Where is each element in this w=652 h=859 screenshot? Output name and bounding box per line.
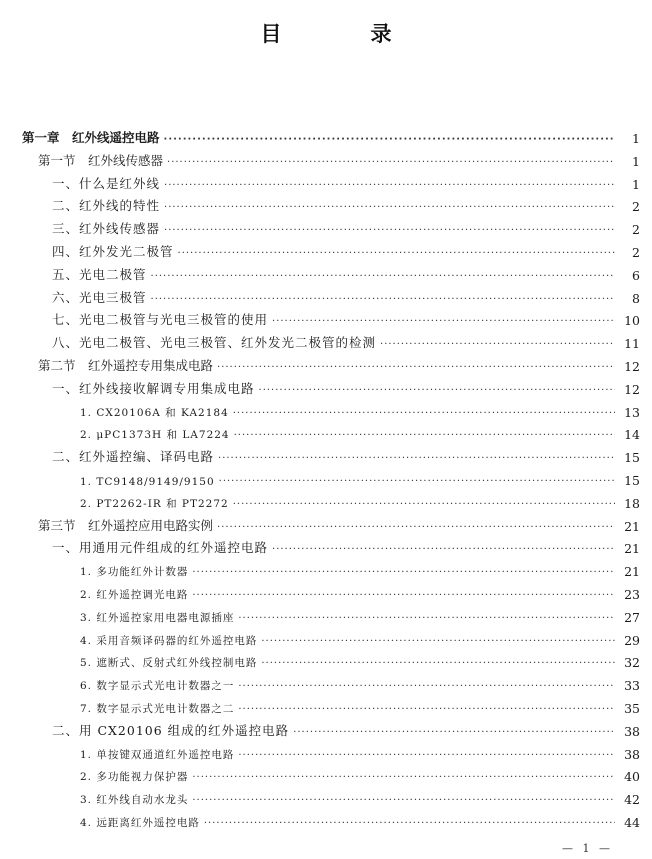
dot-leader: [238, 704, 615, 716]
toc-entry-page: 21: [624, 518, 640, 534]
toc-entry-page: 21: [624, 564, 640, 580]
toc-entry-topic: [52, 716, 640, 739]
toc-entry-page: 1: [632, 131, 640, 146]
dot-leader: [238, 750, 615, 762]
toc-entry-title: 二、红外遥控编、译码电路: [52, 449, 215, 465]
toc-entry-page: 13: [624, 404, 640, 420]
dot-leader: [233, 499, 615, 511]
toc-entry-title: 1. 多功能红外计数器: [80, 566, 189, 579]
toc-entry-title: 3. 红外遥控家用电器电源插座: [80, 611, 235, 624]
toc-entry-topic: [52, 260, 640, 283]
toc-entry-title: 六、光电三极管: [52, 289, 147, 305]
toc-entry-page: 2: [632, 245, 640, 260]
toc-entry-title: 一、用通用元件组成的红外遥控电路: [52, 540, 269, 556]
toc-entry-title: 2. 多功能视力保护器: [80, 771, 189, 784]
toc-entry-page: 38: [624, 746, 640, 762]
toc-entry-section: [38, 511, 640, 534]
toc-entry-page: 8: [632, 290, 640, 306]
toc-entry-item: [80, 670, 640, 693]
toc-entry-page: 33: [624, 678, 640, 694]
dot-leader: [219, 476, 615, 488]
toc-entry-title: 第二节 红外遥控专用集成电路: [38, 358, 214, 373]
dot-leader: [192, 590, 615, 602]
toc-entry-item: [80, 784, 640, 807]
toc-entry-item: [80, 397, 640, 420]
toc-entry-title: 1. CX20106A 和 KA2184: [80, 406, 229, 419]
toc-entry-item: [80, 625, 640, 648]
dot-leader: [259, 385, 615, 397]
toc-entry-title: 1. 单按键双通道红外遥控电路: [80, 748, 235, 761]
dot-leader: [164, 225, 615, 237]
toc-entry-page: 2: [632, 199, 640, 215]
toc-entry-title: 五、光电二极管: [52, 266, 147, 282]
toc-entry-title: 四、红外发光二极管: [52, 244, 174, 259]
dot-leader: [261, 636, 615, 648]
dot-leader: [272, 316, 615, 328]
toc-entry-page: 23: [624, 587, 640, 602]
toc-entry-page: 11: [624, 336, 640, 352]
toc-entry-topic: [52, 191, 640, 214]
dot-leader: [272, 544, 615, 556]
toc-entry-topic: [52, 442, 640, 465]
toc-entry-page: 12: [624, 359, 640, 374]
toc-entry-section: [38, 146, 640, 169]
toc-entry-title: 2. 红外遥控调光电路: [80, 589, 189, 601]
dot-leader: [167, 157, 615, 169]
dot-leader: [164, 202, 615, 214]
dot-leader: [164, 180, 615, 192]
dot-leader: [238, 613, 615, 625]
dot-leader: [192, 795, 615, 807]
toc-entry-topic: [52, 214, 640, 237]
toc-entry-page: 15: [624, 450, 640, 466]
toc-entry-title: 一、红外线接收解调专用集成电路: [52, 380, 255, 396]
toc-entry-page: 1: [632, 153, 640, 169]
dot-leader: [192, 567, 615, 579]
toc-entry-page: 6: [632, 267, 640, 283]
toc-entry-topic: [52, 283, 640, 306]
toc-entry-item: [80, 419, 640, 442]
toc-entry-title: 7. 数字显示式光电计数器之二: [80, 703, 235, 715]
toc-entry-title: 第一节 红外线传感器: [38, 152, 164, 168]
toc-entry-item: [80, 556, 640, 579]
dot-leader: [218, 453, 615, 465]
dot-leader: [234, 430, 615, 442]
toc-entry-title: 三、红外线传感器: [52, 221, 161, 237]
toc-entry-topic: [52, 237, 640, 260]
dot-leader: [233, 408, 615, 420]
toc-entry-page: 21: [624, 541, 640, 557]
toc-entry-page: 18: [624, 495, 640, 511]
toc-entry-item: [80, 579, 640, 602]
toc-entry-topic: [52, 169, 640, 192]
dot-leader: [238, 681, 615, 693]
toc-entry-page: 15: [624, 473, 640, 488]
toc-entry-page: 35: [624, 701, 640, 716]
toc-entry-title: 第一章 红外线遥控电路: [22, 130, 160, 145]
toc-entry-page: 42: [624, 792, 640, 808]
toc-entry-page: 40: [624, 769, 640, 785]
dot-leader: [178, 248, 615, 260]
toc-entry-title: 3. 红外线自动水龙头: [80, 794, 189, 807]
page-title: 目 录: [260, 22, 426, 46]
toc-entry-title: 1. TC9148/9149/9150: [80, 476, 215, 488]
toc-entry-title: 4. 采用音频译码器的红外遥控电路: [80, 634, 258, 647]
toc-entry-chapter: [22, 123, 640, 146]
dot-leader: [164, 134, 615, 146]
dot-leader: [380, 339, 615, 351]
toc-entry-title: 一、什么是红外线: [52, 175, 161, 191]
toc-entry-item: [80, 761, 640, 784]
toc-entry-page: 10: [624, 313, 640, 329]
toc-entry-title: 2. μPC1373H 和 LA7224: [80, 429, 230, 442]
toc-entry-topic: [52, 305, 640, 328]
toc-entry-title: 七、光电二极管与光电三极管的使用: [52, 312, 269, 328]
toc-entry-page: 14: [624, 427, 640, 443]
toc-entry-item: [80, 488, 640, 511]
toc-entry-item: [80, 693, 640, 716]
toc-entry-page: 44: [624, 815, 640, 830]
toc-entry-page: 2: [632, 222, 640, 238]
toc-entry-title: 5. 遮断式、反射式红外线控制电路: [80, 657, 258, 670]
page-number-footer: — 1 —: [562, 842, 613, 855]
toc-entry-page: 38: [624, 723, 640, 739]
toc-entry-title: 八、光电二极管、光电三极管、红外发光二极管的检测: [52, 335, 377, 351]
toc-entry-page: 32: [624, 655, 640, 671]
toc-entry-topic: [52, 533, 640, 556]
toc-entry-page: 1: [632, 176, 640, 192]
dot-leader: [261, 658, 615, 670]
toc-entry-item: [80, 807, 640, 830]
dot-leader: [217, 522, 615, 534]
dot-leader: [217, 362, 615, 374]
toc-entry-item: [80, 602, 640, 625]
toc-entry-item: [80, 739, 640, 762]
toc-entry-title: 6. 数字显示式光电计数器之一: [80, 680, 235, 693]
toc-entry-topic: [52, 328, 640, 351]
dot-leader: [204, 818, 615, 830]
toc-entry-section: [38, 351, 640, 374]
toc-entry-title: 第三节 红外遥控应用电路实例: [38, 517, 214, 533]
toc-entry-item: [80, 647, 640, 670]
toc-entry-title: 二、红外线的特性: [52, 198, 161, 214]
toc-entry-title: 4. 远距离红外遥控电路: [80, 817, 200, 829]
toc-entry-item: [80, 465, 640, 488]
toc-entry-topic: [52, 374, 640, 397]
dot-leader: [293, 727, 615, 739]
dot-leader: [151, 294, 615, 306]
toc-entry-page: 27: [624, 609, 640, 625]
toc-entry-page: 12: [624, 381, 640, 397]
toc-entry-title: 2. PT2262-IR 和 PT2272: [80, 497, 229, 510]
dot-leader: [151, 271, 615, 283]
toc-entry-page: 29: [624, 632, 640, 648]
dot-leader: [192, 772, 615, 784]
toc-entry-title: 二、用 CX20106 组成的红外遥控电路: [52, 722, 290, 738]
